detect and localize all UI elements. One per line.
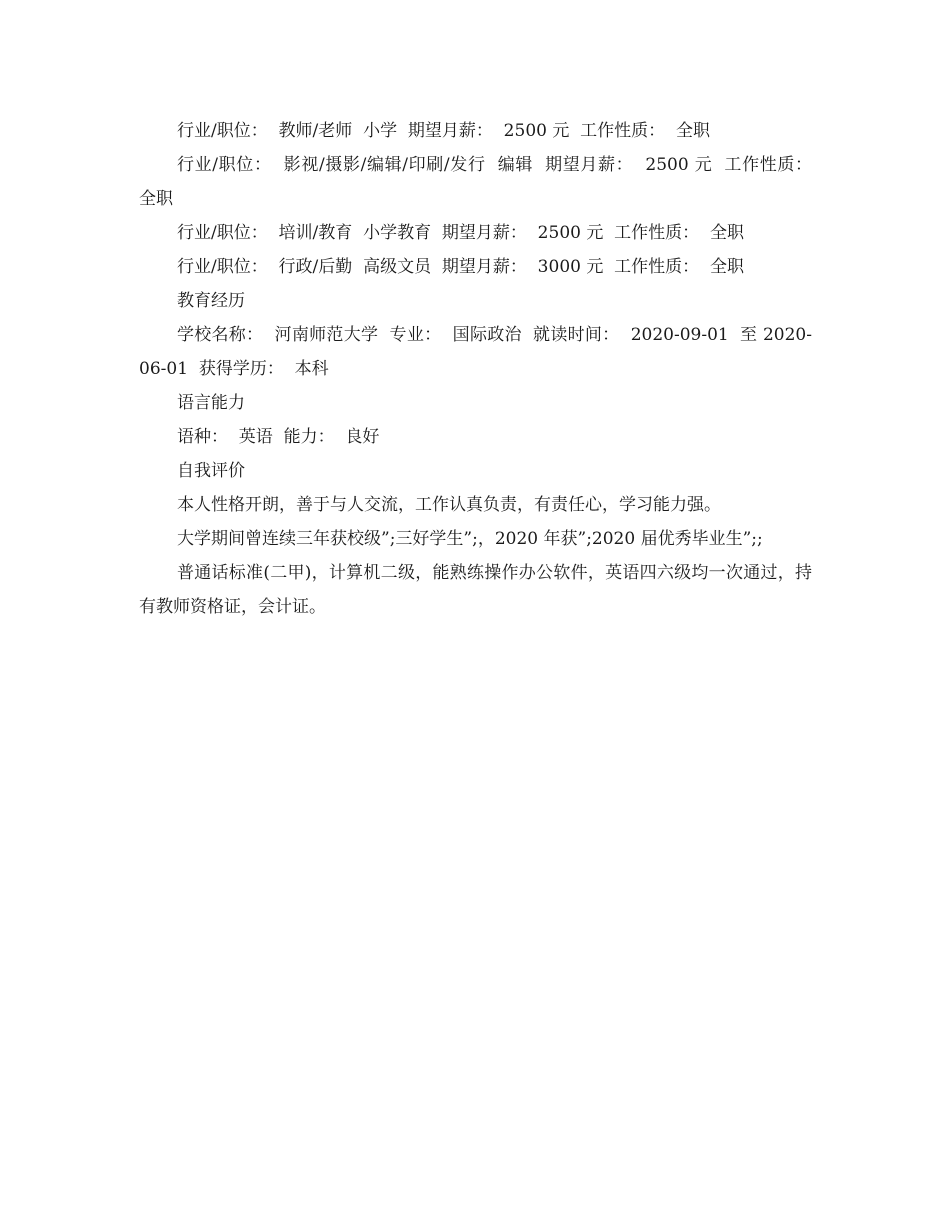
self-evaluation-paragraph: 本人性格开朗，善于与人交流，工作认真负责，有责任心，学习能力强。 — [177, 495, 721, 515]
resume-document — [139, 114, 823, 624]
language-heading: 语言能力 — [177, 393, 245, 413]
job-intention-line: 行业/职位： 影视/摄影/编辑/印刷/发行 编辑 期望月薪： 2500 元 工作性质： 全职 — [139, 155, 823, 209]
self-evaluation-paragraph: 普通话标准(二甲)，计算机二级，能熟练操作办公软件，英语四六级均一次通过，持有教师资格证，会计证。 — [139, 563, 812, 617]
self-evaluation-heading: 自我评价 — [177, 461, 245, 481]
education-entry: 学校名称： 河南师范大学 专业： 国际政治 就读时间： 2020-09-01 至 2020-06-01 获得学历： 本科 — [139, 325, 812, 379]
self-evaluation-paragraph: 大学期间曾连续三年获校级”;三好学生”;，2020 年获”;2020 届优秀毕业生”;; — [177, 529, 763, 549]
language-entry: 语种： 英语 能力： 良好 — [177, 427, 380, 447]
job-intention-line: 行业/职位： 行政/后勤 高级文员 期望月薪： 3000 元 工作性质： 全职 — [177, 257, 744, 277]
education-heading: 教育经历 — [177, 291, 245, 311]
job-intention-line: 行业/职位： 培训/教育 小学教育 期望月薪： 2500 元 工作性质： 全职 — [177, 223, 744, 243]
job-intention-line: 行业/职位： 教师/老师 小学 期望月薪： 2500 元 工作性质： 全职 — [177, 121, 710, 141]
